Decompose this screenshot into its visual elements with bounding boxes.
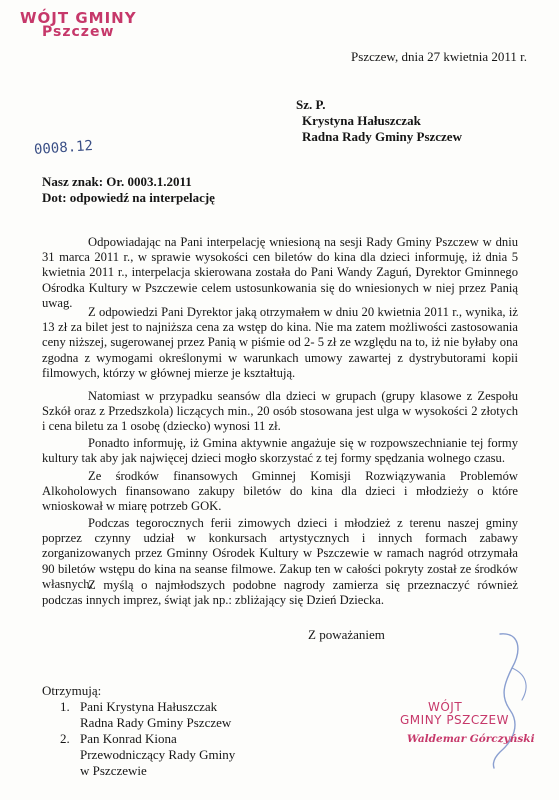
signature-stamp-line2: GMINY PSZCZEW <box>400 713 509 727</box>
distribution-item-2-line1: Pan Konrad Kiona <box>80 731 177 746</box>
distribution-item-2-number: 2. <box>60 731 70 746</box>
body-paragraph-4: Ponadto informuję, iż Gmina aktywnie angażuje się w rozpowszechnianie tej formy kultury tak aby jak najwięcej dzieci mogło skorzystać z tej formy spędzania wolnego czasu. <box>42 436 518 466</box>
signature-stamp-line1: WÓJT <box>428 700 463 714</box>
place-date: Pszczew, dnia 27 kwietnia 2011 r. <box>351 49 527 64</box>
distribution-item-1-number: 1. <box>60 699 70 714</box>
stamp-header-line1: WÓJT GMINY <box>20 9 137 27</box>
body-paragraph-6: Podczas tegorocznych ferii zimowych dzieci i młodzież z terenu naszej gminy poprzez czynny udział w konkursach artystycznych i innych formach zabawy zorganizowanych przez Gminny Ośrodek Kultury w Pszczewie w ramach nagród otrzymała 90 biletów wstępu do kina na seanse filmowe. Zakup ten w całości pokryty został ze środków własnych. <box>42 516 518 591</box>
recipient-name: Krystyna Hałuszczak <box>302 113 421 128</box>
body-paragraph-1: Odpowiadając na Pani interpelację wniesioną na sesji Rady Gminy Pszczew w dniu 31 marca 2011 r., w sprawie wysokości cen biletów do kina dla dzieci informuję, iż dnia 5 kwietnia 2011 r., interpelacja skierowana została do Pani Wandy Zaguń, Dyrektor Gminnego Ośrodka Kultury w Pszczewie celem ustosunkowania się do wniesionych w niej przez Panią uwag. <box>42 235 518 310</box>
distribution-item-1-line1: Pani Krystyna Hałuszczak <box>80 699 218 714</box>
subject-line: Dot: odpowiedź na interpelację <box>42 190 215 205</box>
handwritten-reference: 0008.12 <box>33 137 94 159</box>
body-paragraph-7: Z myślą o najmłodszych podobne nagrody zamierza się przeznaczyć również podczas innych imprez, świąt jak np.: zbliżający się Dzień Dziecka. <box>42 578 518 608</box>
recipient-title: Radna Rady Gminy Pszczew <box>302 129 462 144</box>
distribution-item-2-line2: Przewodniczący Rady Gminy <box>80 747 236 762</box>
handwritten-signature <box>470 630 540 770</box>
distribution-heading: Otrzymują: <box>42 683 102 698</box>
stamp-header-line2: Pszczew <box>42 24 115 40</box>
body-paragraph-2: Z odpowiedzi Pani Dyrektor jaką otrzymałem w dniu 20 kwietnia 2011 r., wynika, iż 13 zł za bilet jest to najniższa cena za wstęp do kina. Nie ma zatem możliwości zastosowania ceny niższej, sugerowanej przez Panią w piśmie od 2- 5 zł ze względu na to, iż nie byłaby ona zgodna z wymogami określonymi w warunkach umowy zawartej z dystrybutorami kopii filmowych, którzy w głównej mierze je kształtują. <box>42 305 518 380</box>
body-paragraph-3: Natomiast w przypadku seansów dla dzieci w grupach (grupy klasowe z Zespołu Szkół oraz z Przedszkola) liczących min., 20 osób stosowana jest ulga w wysokości 2 złotych i cena biletu za 1 osobę (dziecko) wynosi 11 zł. <box>42 389 518 434</box>
reference-sign: Nasz znak: Or. 0003.1.2011 <box>42 174 192 189</box>
distribution-item-2-line3: w Pszczewie <box>80 763 147 778</box>
closing: Z poważaniem <box>308 627 385 642</box>
body-paragraph-5: Ze środków finansowych Gminnej Komisji Rozwiązywania Problemów Alkoholowych finansowano zakupy biletów do kina dla dzieci i młodzieży o które wnioskował w miarę potrzeb GOK. <box>42 469 518 514</box>
signature-stamp-name: Waldemar Górczyński <box>407 733 535 745</box>
distribution-item-1-line2: Radna Rady Gminy Pszczew <box>80 715 232 730</box>
recipient-salutation: Sz. P. <box>296 97 326 112</box>
